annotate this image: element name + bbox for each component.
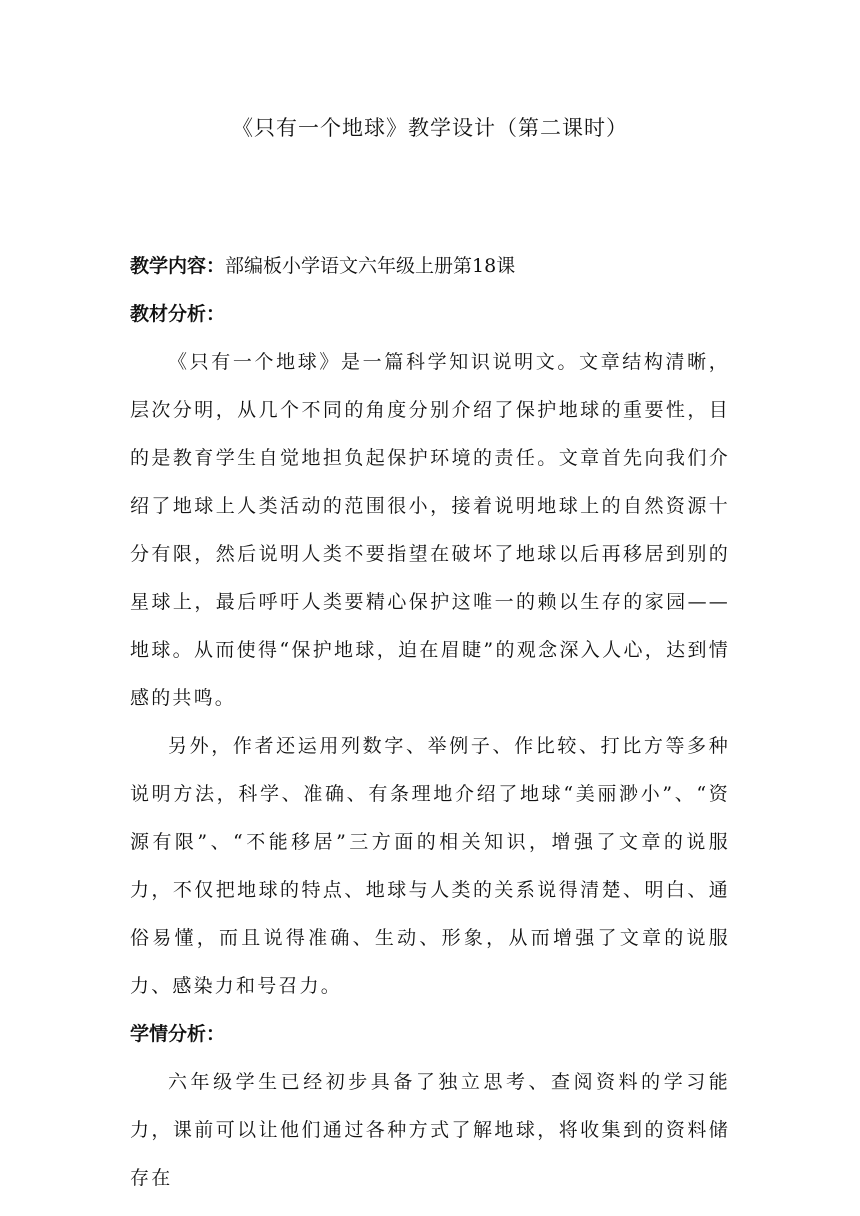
document-body — [130, 242, 730, 1202]
material-analysis-heading: 教材分析： — [130, 303, 226, 325]
learner-analysis-paragraph-1: 六年级学生已经初步具备了独立思考、查阅资料的学习能力，课前可以让他们通过各种方式了解地球，将收集到的资料储存在 — [130, 1071, 730, 1189]
material-analysis-paragraph-1: 《只有一个地球》是一篇科学知识说明文。文章结构清晰，层次分明，从几个不同的角度分别介绍了保护地球的重要性，目的是教育学生自觉地担负起保护环境的责任。文章首先向我们介绍了地球上人类活动的范围很小，接着说明地球上的自然资源十分有限，然后说明人类不要指望在破坏了地球以后再移居到别的星球上，最后呼吁人类要精心保护这唯一的赖以生存的家园——地球。从而使得“保护地球，迫在眉睫”的观念深入人心，达到情感的共鸣。 — [130, 351, 730, 709]
material-analysis-paragraph-2: 另外，作者还运用列数字、举例子、作比较、打比方等多种说明方法，科学、准确、有条理地介绍了地球“美丽渺小”、“资源有限”、“不能移居”三方面的相关知识，增强了文章的说服力，不仅把地球的特点、地球与人类的关系说得清楚、明白、通俗易懂，而且说得准确、生动、形象，从而增强了文章的说服力、感染力和号召力。 — [130, 735, 730, 997]
teaching-content-line — [130, 242, 730, 290]
document-title: 《只有一个地球》教学设计（第二课时） — [232, 116, 628, 140]
learner-analysis-heading: 学情分析： — [130, 1023, 226, 1045]
teaching-content-label: 教学内容： — [130, 255, 226, 277]
teaching-content-value: 部编板小学语文六年级上册第18课 — [225, 255, 516, 277]
